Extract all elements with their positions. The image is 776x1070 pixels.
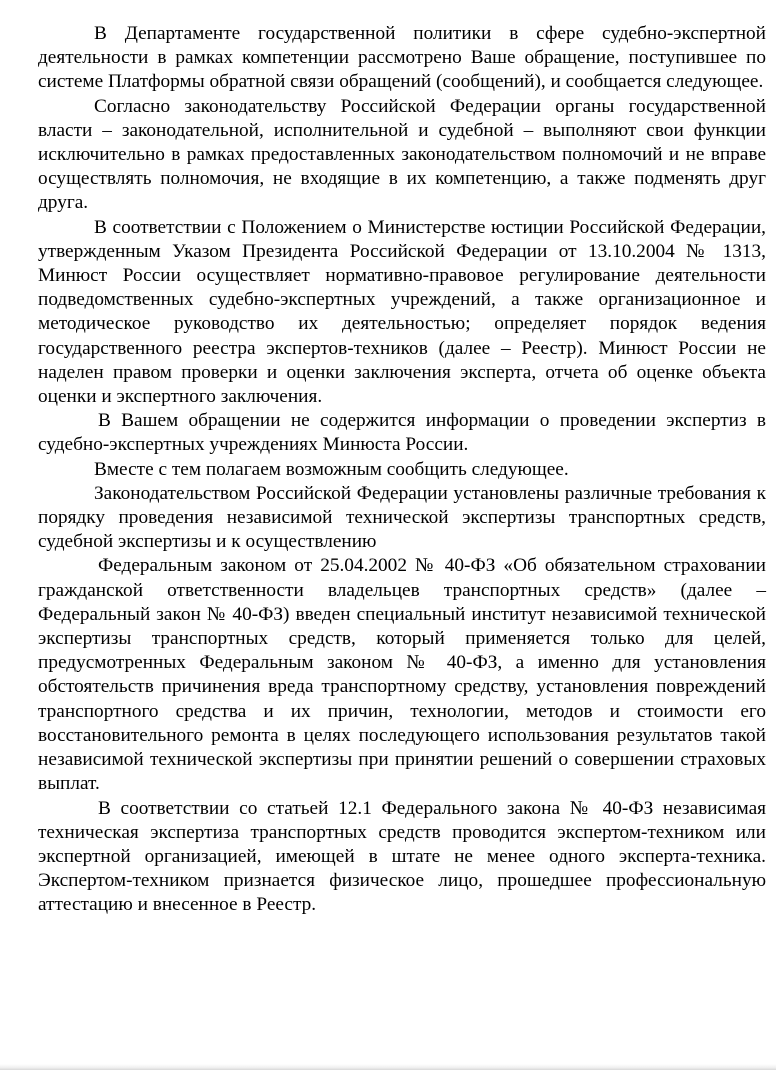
paragraph-requirements: Законодательством Российской Федерации установлены различные требования к порядку проведения независимой технической экспертизы транспортных средств, судебной экспертизы и к осуществлению (38, 482, 766, 553)
scan-bottom-edge (0, 1064, 776, 1070)
paragraph-separation-of-powers: Согласно законодательству Российской Федерации органы государственной власти – законодательной, исполнительной и судебной – выполняют свои функции исключительно в рамках предоставленных законодательством полномочий и не вправе осуществлять полномочия, не входящие в их компетенцию, а также подменять друг друга. (38, 95, 766, 214)
paragraph-ministry-regulation: В соответствии с Положением о Министерстве юстиции Российской Федерации, утвержденным Указом Президента Российской Федерации от 13.10.2004 № 1313, Минюст России осуществляет нормативно-правовое регулирование деятельности подведомственных судебно-экспертных учреждений, а также организационное и методическое руководство их деятельностью; определяет порядок ведения государственного реестра экспертов-техников (далее – Реестр). Минюст России не наделен правом проверки и оценки заключения эксперта, отчета об оценке объекта оценки и экспертного заключения. (38, 216, 766, 408)
paragraph-additionally: Вместе с тем полагаем возможным сообщить следующее. (94, 458, 569, 480)
paragraph-federal-law-40fz: Федеральным законом от 25.04.2002 № 40-ФЗ «Об обязательном страховании гражданской ответственности владельцев транспортных средств» (далее – Федеральный закон № 40-ФЗ) введен специальный институт независимой технической экспертизы транспортных средств, который применяется только для целей, предусмотренных Федеральным законом № 40-ФЗ, а именно для установления обстоятельств причинения вреда транспортному средству, установления повреждений транспортного средства и их причин, технологии, методов и стоимости его восстановительного ремонта в целях последующего использования результатов такой независимой технической экспертизы при принятии решений о совершении страховых выплат. (38, 555, 766, 795)
document-body (38, 22, 766, 918)
paragraph-no-information: В Вашем обращении не содержится информации о проведении экспертиз в судебно-экспертных учреждениях Минюста России. (38, 410, 766, 456)
paragraph-intro: В Департаменте государственной политики в сфере судебно-экспертной деятельности в рамках компетенции рассмотрено Ваше обращение, поступившее по системе Платформы обратной связи обращений (сообщений), и сообщается следующее. (38, 23, 766, 93)
paragraph-article-12-1: В соответствии со статьей 12.1 Федерального закона № 40-ФЗ независимая техническая экспертиза транспортных средств проводится экспертом-техником или экспертной организацией, имеющей в штате не менее одного эксперта-техника. Экспертом-техником признается физическое лицо, прошедшее профессиональную аттестацию и внесенное в Реестр. (38, 797, 766, 916)
